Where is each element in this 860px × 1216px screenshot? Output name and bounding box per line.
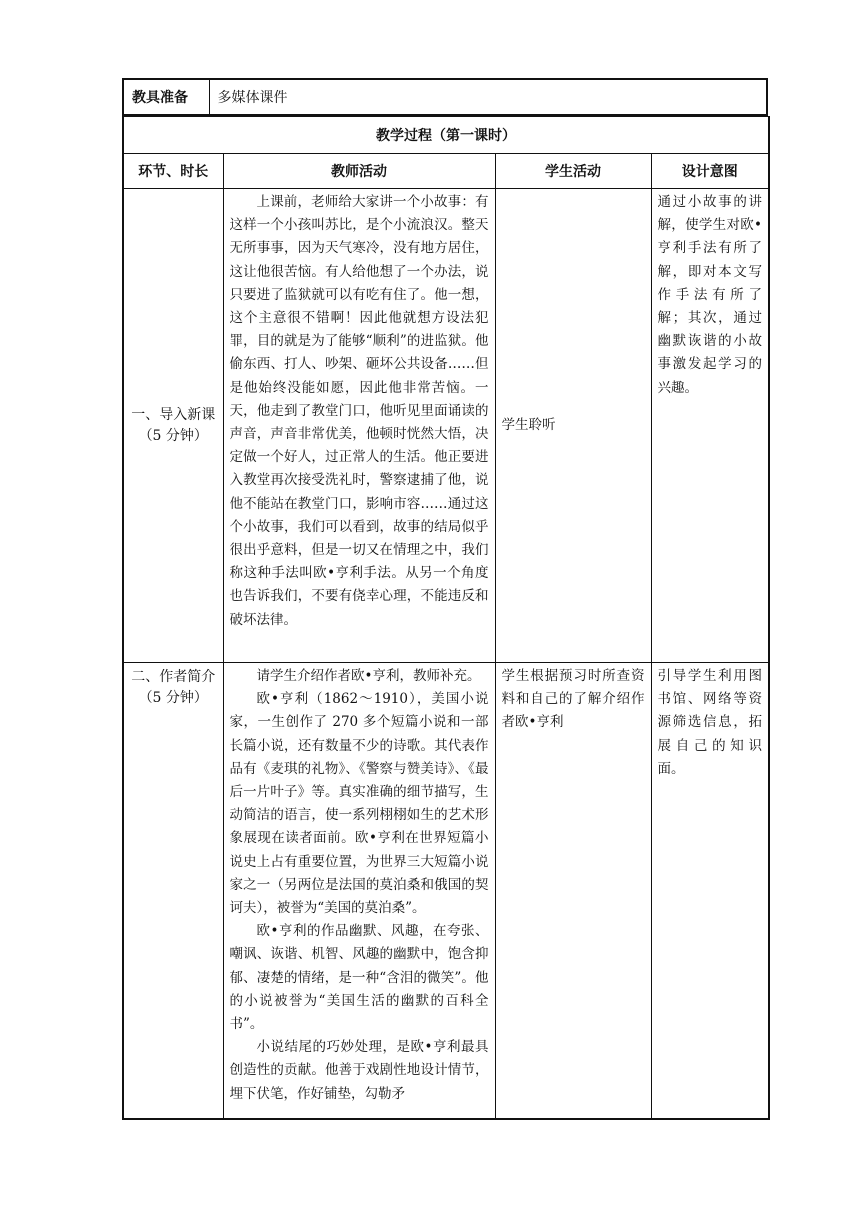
design-intent — [651, 663, 769, 1119]
header-student: 学生活动 — [495, 154, 651, 189]
lesson-plan-page — [122, 78, 768, 1120]
table-row — [123, 189, 769, 663]
intent-text: 通过小故事的讲解，使学生对欧•亨利手法有所了解，即对本文写作手法有所了解；其次，通过幽默诙谐的小故事激发起学习的兴趣。 — [657, 194, 762, 396]
student-text: 学生聆听 — [501, 416, 556, 433]
header-intent: 设计意图 — [651, 154, 769, 189]
prep-value: 多媒体课件 — [209, 79, 767, 115]
teacher-paragraph: 上课前，老师给大家讲一个小故事：有这样一个小孩叫苏比，是个小流浪汉。整天无所事事，因为天气寒冷，没有地方居住，这让他很苦恼。有人给他想了一个办法，说只要进了监狱就可以有吃有住了。他一想，这个主意很不错啊！因此他就想方设法犯罪，目的就是为了能够“顺利”的进监狱。他偷东西、打人、吵架、砸坏公共设备……但是他始终没能如愿，因此他非常苦恼。一天，他走到了教堂门口，他听见里面诵读的声音，声音非常优美，他顿时恍然大悟，决定做一个好人，过正常人的生活。他正要进入教堂再次接受洗礼时，警察逮捕了他，说他不能站在教堂门口，影响市容……通过这个小故事，我们可以看到，故事的结局似乎很出乎意料，但是一切又在情理之中，我们称这种手法叫欧•亨利手法。从另一个角度也告诉我们，不要有侥幸心理，不能违反和破坏法律。 — [229, 194, 489, 628]
process-table — [122, 116, 770, 1120]
intent-text: 引导学生利用图书馆、网络等资源筛选信息，拓展自己的知识面。 — [657, 668, 762, 777]
student-activity — [495, 189, 651, 663]
stage-name: 一、导入新课 — [131, 406, 216, 423]
prep-table — [122, 78, 768, 116]
stage-cell — [123, 189, 223, 663]
process-title: 教学过程（第一课时） — [123, 117, 769, 154]
header-teacher: 教师活动 — [223, 154, 495, 189]
student-activity — [495, 663, 651, 1119]
teacher-activity — [223, 663, 495, 1119]
teacher-paragraph: 欧•亨利（1862～1910），美国小说家，一生创作了 270 多个短篇小说和一部长篇小说，还有数量不少的诗歌。其代表作品有《麦琪的礼物》、《警察与赞美诗》、《最后一片叶子》等。真实准确的细节描写，生动简洁的语言，使一系列栩栩如生的艺术形象展现在读者面前。欧•亨利在世界短篇小说史上占有重要位置，为世界三大短篇小说家之一（另两位是法国的莫泊桑和俄国的契诃夫），被誉为“美国的莫泊桑”。 — [229, 691, 489, 917]
teacher-paragraph: 欧•亨利的作品幽默、风趣，在夸张、嘲讽、诙谐、机智、风趣的幽默中，饱含抑郁、凄楚的情绪，是一种“含泪的微笑”。他的小说被誉为“美国生活的幽默的百科全书”。 — [229, 923, 489, 1033]
stage-time: （5 分钟） — [138, 427, 208, 444]
stage-name: 二、作者简介 — [131, 669, 216, 685]
teacher-paragraph: 请学生介绍作者欧•亨利，教师补充。 — [256, 668, 481, 684]
stage-time: （5 分钟） — [138, 690, 208, 706]
teacher-activity — [223, 189, 495, 663]
design-intent — [651, 189, 769, 663]
table-row — [123, 663, 769, 1119]
stage-cell — [123, 663, 223, 1119]
prep-label: 教具准备 — [123, 79, 209, 115]
teacher-paragraph: 小说结尾的巧妙处理，是欧•亨利最具创造性的贡献。他善于戏剧性地设计情节，埋下伏笔，作好铺垫，勾勒矛 — [229, 1039, 489, 1102]
student-text: 学生根据预习时所查资料和自己的了解介绍作者欧•亨利 — [501, 668, 645, 731]
header-stage: 环节、时长 — [123, 154, 223, 189]
